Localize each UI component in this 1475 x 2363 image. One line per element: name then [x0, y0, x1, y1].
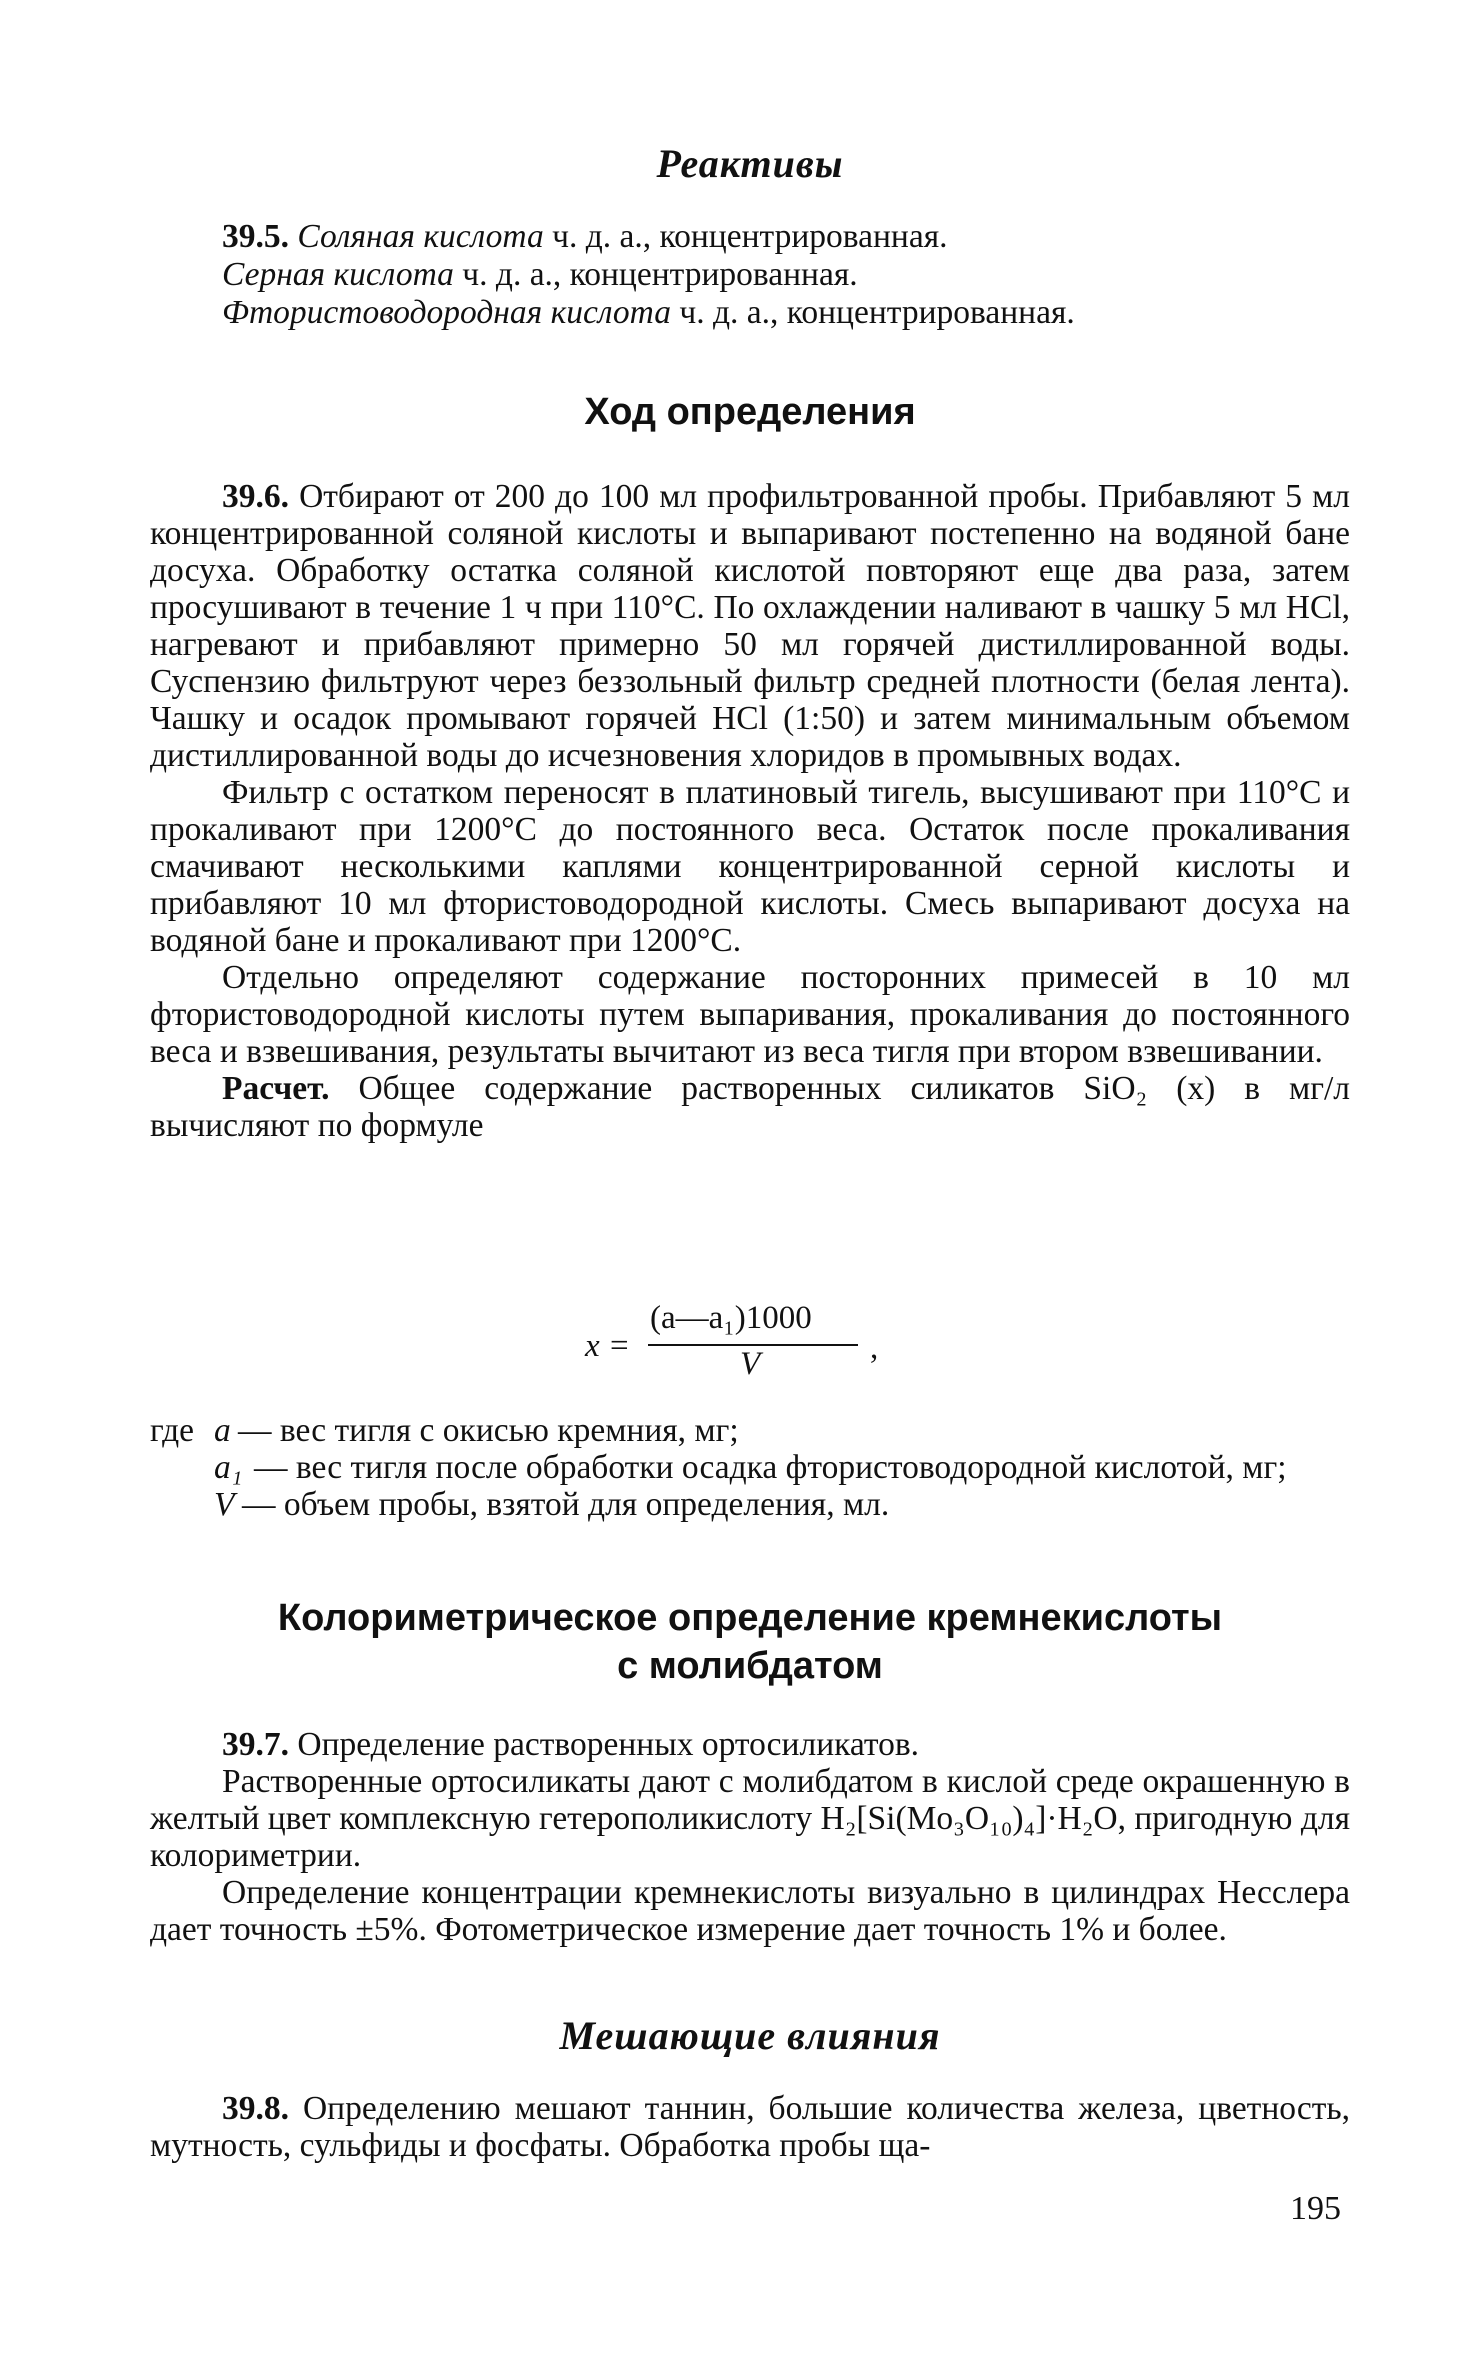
procedure-heading: Ход определения [584, 391, 916, 433]
calculation-paragraph [150, 1070, 1350, 1144]
definition-row [150, 1449, 1350, 1486]
definition-symbol: a₁ [214, 1449, 243, 1486]
colorimetric-heading-line-1: Колориметрическое определение кремнекислоты [277, 1597, 1223, 1639]
colorimetric-paragraph-3: Определение концентрации кремнекислоты визуально в цилиндрах Несслера дает точность ±5%. Фотометрическое измерение дает точность 1% и более. [150, 1874, 1350, 1948]
reagents-heading: Реактивы [656, 141, 844, 186]
procedure-body [150, 478, 1350, 1144]
procedure-paragraph-3: Отдельно определяют содержание посторонних примесей в 10 мл фтористоводородной кислоты путем выпаривания, прокаливания до постоянного веса и взвешивания, результаты вычитают из веса тигля при втором взвешивании. [150, 959, 1350, 1070]
paragraph-text: Определению мешают таннин, большие количества железа, цветность, мутность, сульфиды и фосфаты. Обработка пробы ща- [150, 2090, 1351, 2164]
section-number: 39.5. [222, 218, 289, 255]
colorimetric-paragraph-2: Растворенные ортосиликаты дают с молибдатом в кислой среде окрашенную в желтый цвет комплексную гетерополикислоту H₂[Si(Mo₃O₁₀)₄]·H₂O, пригодную для колориметрии. [150, 1763, 1350, 1874]
formula [430, 1300, 910, 1390]
colorimetric-heading [150, 1594, 1350, 1690]
formula-trailing: , [870, 1330, 879, 1366]
section-number: 39.6. [222, 478, 289, 515]
definition-row [150, 1412, 1350, 1449]
definition-symbol: V [214, 1486, 235, 1523]
definition-text: — вес тигля с окисью кремния, мг; [238, 1412, 739, 1449]
reagent-grade: ч. д. а., концентрированная. [462, 256, 858, 293]
reagent-name: Фтористоводородная кислота [222, 294, 672, 331]
interference-heading: Мешающие влияния [559, 2013, 941, 2058]
paragraph-text: Определение растворенных ортосиликатов. [297, 1726, 920, 1763]
interference-paragraph-1 [150, 2090, 1350, 2164]
colorimetric-body [150, 1726, 1350, 1948]
calculation-label: Расчет. [222, 1070, 330, 1107]
formula-lhs: x = [585, 1328, 631, 1364]
colorimetric-paragraph-1 [150, 1726, 1350, 1763]
reagent-item-hf [222, 294, 1352, 332]
reagent-name: Соляная кислота [297, 218, 544, 255]
colorimetric-heading-line-2: с молибдатом [617, 1645, 883, 1687]
definition-text: — объем пробы, взятой для определения, мл. [242, 1486, 890, 1523]
page-number: 195 [1290, 2190, 1341, 2227]
procedure-paragraph-1 [150, 478, 1350, 774]
formula-denominator: V [740, 1346, 761, 1382]
variable-definitions [150, 1412, 1350, 1523]
reagent-item-hcl [222, 218, 1352, 256]
definition-row [150, 1486, 1350, 1523]
reagent-grade: ч. д. а., концентрированная. [679, 294, 1075, 331]
paragraph-text: Общее содержание растворенных силикатов SiO₂ (x) в мг/л вычисляют по формуле [150, 1070, 1350, 1144]
reagent-item-h2so4 [222, 256, 1352, 294]
definition-symbol: a [214, 1412, 231, 1449]
paragraph-text: Отбирают от 200 до 100 мл профильтрованной пробы. Прибавляют 5 мл концентрированной соляной кислоты и выпаривают постепенно на водяной бане досуха. Обработку остатка соляной кислотой повторяют еще два раза, затем просушивают в течение 1 ч при 110°С. По охлаждении наливают в чашку 5 мл HCl, нагревают и прибавляют примерно 50 мл горячей дистиллированной воды. Суспензию фильтруют через беззольный фильтр средней плотности (белая лента). Чашку и осадок промывают горячей HCl (1:50) и затем минимальным объемом дистиллированной воды до исчезновения хлоридов в промывных водах. [150, 478, 1351, 774]
section-number: 39.8. [222, 2090, 289, 2127]
definitions-lead: где [150, 1412, 194, 1449]
interference-body [150, 2090, 1350, 2164]
reagents-list [222, 218, 1352, 332]
reagent-name: Серная кислота [222, 256, 454, 293]
reagent-grade: ч. д. а., концентрированная. [552, 218, 948, 255]
procedure-paragraph-2: Фильтр с остатком переносят в платиновый тигель, высушивают при 110°С и прокаливают при 1200°С до постоянного веса. Остаток после прокаливания смачивают несколькими каплями концентрированной серной кислоты и прибавляют 10 мл фтористоводородной кислоты. Смесь выпаривают досуха на водяной бане и прокаливают при 1200°С. [150, 774, 1350, 959]
formula-numerator: (a—a₁)1000 [650, 1300, 812, 1336]
section-number: 39.7. [222, 1726, 289, 1763]
definition-text: — вес тигля после обработки осадка фтористоводородной кислотой, мг; [254, 1449, 1287, 1486]
